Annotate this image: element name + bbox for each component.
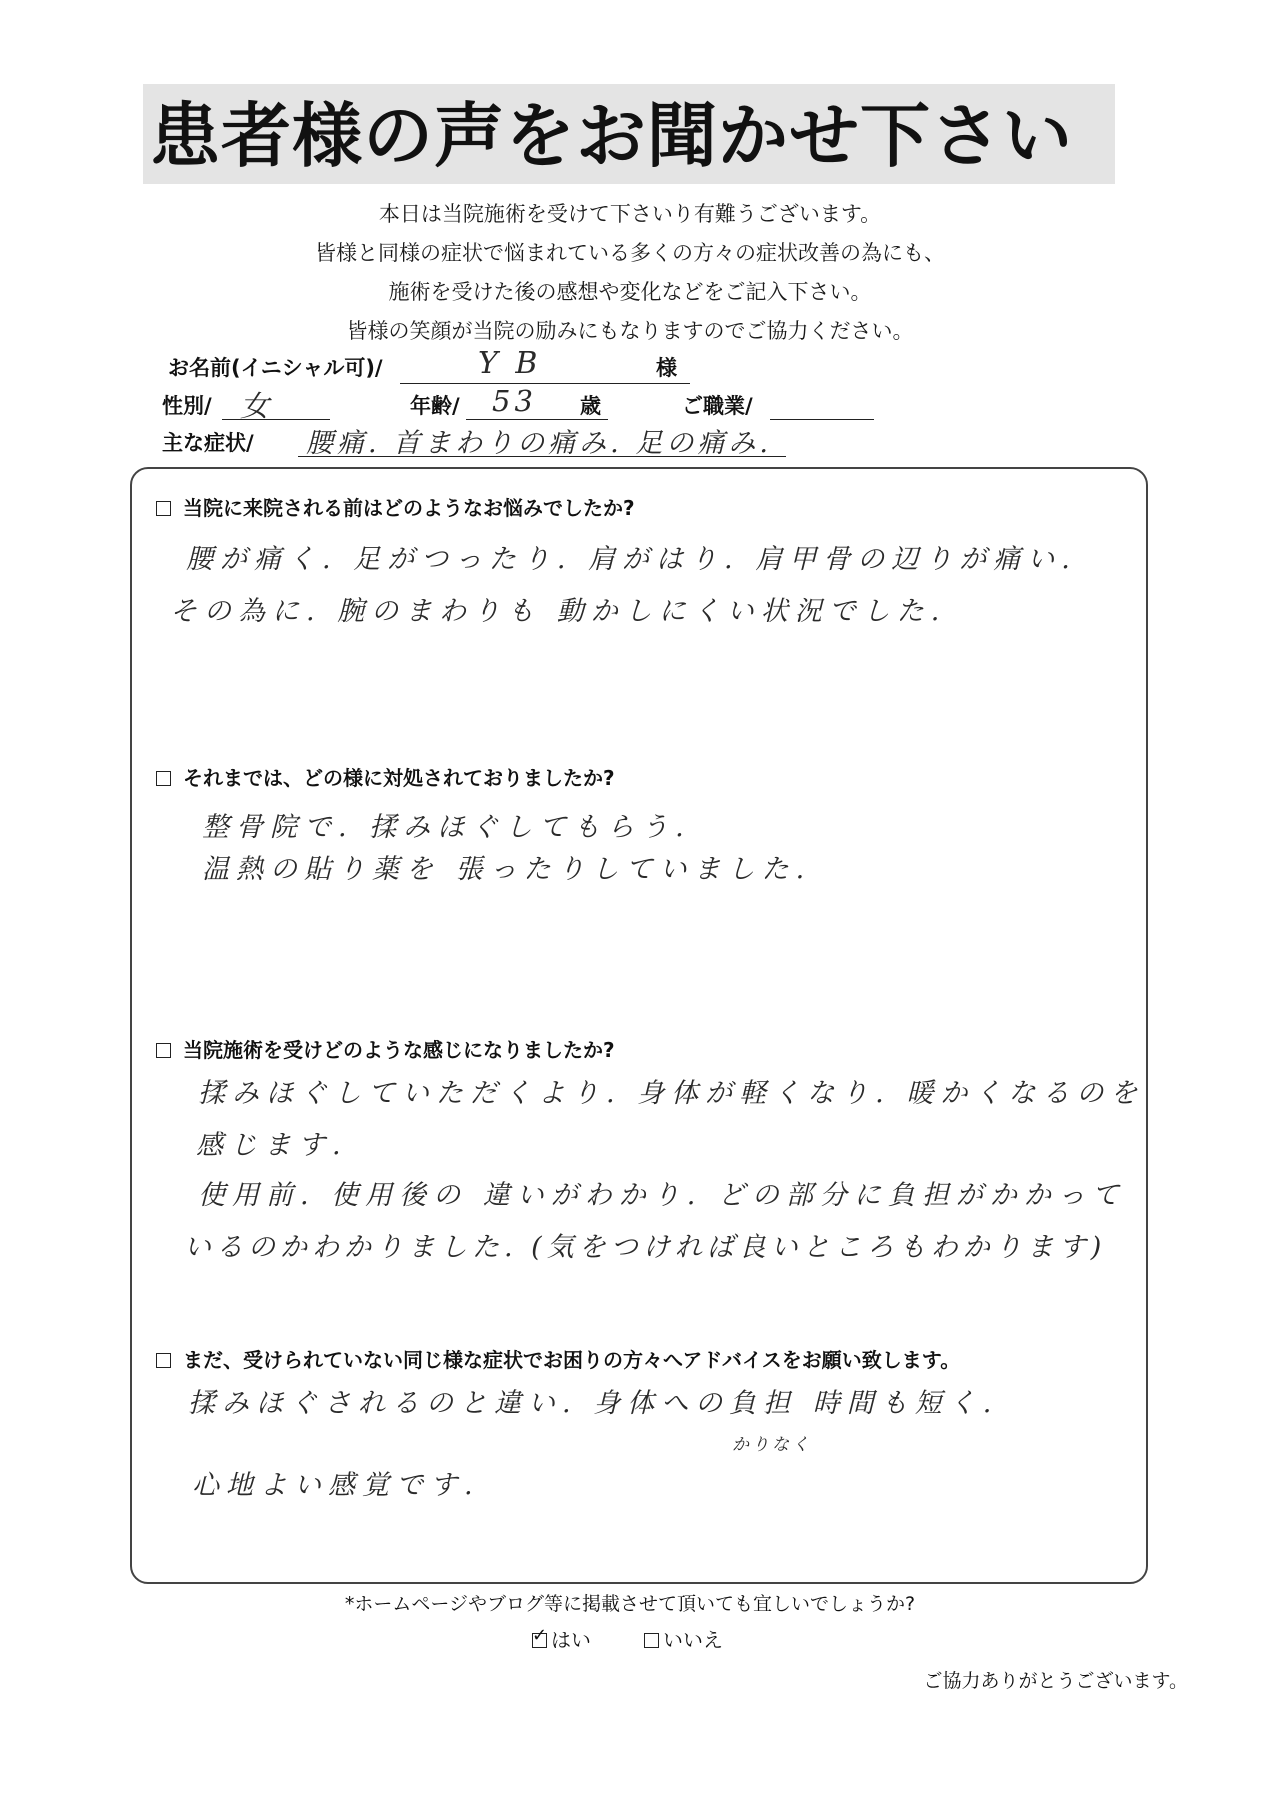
age-underline [466,419,608,420]
answer-3-line: 感じます. [196,1130,348,1161]
answer-3-line: 使用前. 使用後の 違いがわかり. どの部分に負担がかかって [198,1180,1126,1211]
checkbox-icon[interactable] [156,1353,171,1368]
question-2-label: それまでは、どの様に対処されておりましたか? [183,766,615,790]
gender-value[interactable]: 女 [240,389,274,423]
name-underline [400,383,690,384]
consent-no-option[interactable] [644,1626,723,1654]
symptoms-value[interactable]: 腰痛. 首まわりの痛み. 足の痛み. [306,428,772,459]
question-1 [156,494,635,522]
answer-4-insertion: かりなく [732,1435,812,1455]
answer-3-line: いるのかわかりました. (気をつければ良いところもわかります) [184,1232,1107,1263]
question-4 [156,1346,960,1374]
checkbox-icon[interactable] [156,501,171,516]
answer-4-line: 揉みほぐされるのと違い. 身体への負担 時間も短く. [188,1388,999,1419]
job-underline [770,419,874,420]
consent-yes-label: はい [551,1628,591,1652]
checkbox-icon[interactable] [156,1043,171,1058]
intro-line: 皆様の笑顔が当院の励みにもなりますのでご協力ください。 [346,319,914,343]
answer-1-line: 腰が痛く. 足がつったり. 肩がはり. 肩甲骨の辺りが痛い. [186,544,1077,575]
name-suffix: 様 [656,356,677,380]
gender-label: 性別/ [162,394,212,418]
intro-line: 皆様と同様の症状で悩まれている多くの方々の症状改善の為にも、 [315,241,945,265]
symptoms-label: 主な症状/ [162,431,254,455]
consent-no-label: いいえ [663,1628,723,1652]
checkbox-icon[interactable] [644,1633,659,1648]
question-4-label: まだ、受けられていない同じ様な症状でお困りの方々へアドバイスをお願い致します。 [183,1348,961,1372]
intro-line: 施術を受けた後の感想や変化などをご記入下さい。 [388,280,872,304]
symptoms-underline [298,456,786,457]
checkbox-checked-icon[interactable] [532,1625,548,1648]
question-1-label: 当院に来院される前はどのようなお悩みでしたか? [183,496,635,520]
thanks-text: ご協力ありがとうございます。 [923,1670,1188,1692]
gender-underline [222,419,330,420]
age-suffix: 歳 [580,394,601,418]
age-value[interactable]: 53 [492,384,537,418]
answer-2-line: 温熱の貼り薬を 張ったりしていました. [202,854,812,885]
answer-3-line: 揉みほぐしていただくより. 身体が軽くなり. 暖かくなるのを [198,1078,1145,1109]
name-value[interactable]: Y B [478,346,542,381]
checkbox-icon[interactable] [156,771,171,786]
question-3 [156,1036,615,1064]
answer-1-line: その為に. 腕のまわりも 動かしにくい状況でした. [170,596,947,627]
answer-4-line: 心地よい感覚です. [192,1470,480,1501]
check-mark-icon: ✓ [532,1625,548,1646]
question-3-label: 当院施術を受けどのような感じになりましたか? [183,1038,615,1062]
intro-line: 本日は当院施術を受けて下さいり有難うございます。 [378,202,882,226]
question-2 [156,764,615,792]
name-label: お名前(イニシャル可)/ [168,356,383,380]
consent-yes-option[interactable] [532,1626,591,1654]
consent-question: *ホームページやブログ等に掲載させて頂いても宜しいでしょうか? [344,1593,916,1615]
age-label: 年齢/ [410,394,460,418]
page-title: 患者様の声をお聞かせ下さい [150,95,1073,177]
job-label: ご職業/ [682,394,753,418]
answer-2-line: 整骨院で. 揉みほぐしてもらう. [202,812,691,843]
